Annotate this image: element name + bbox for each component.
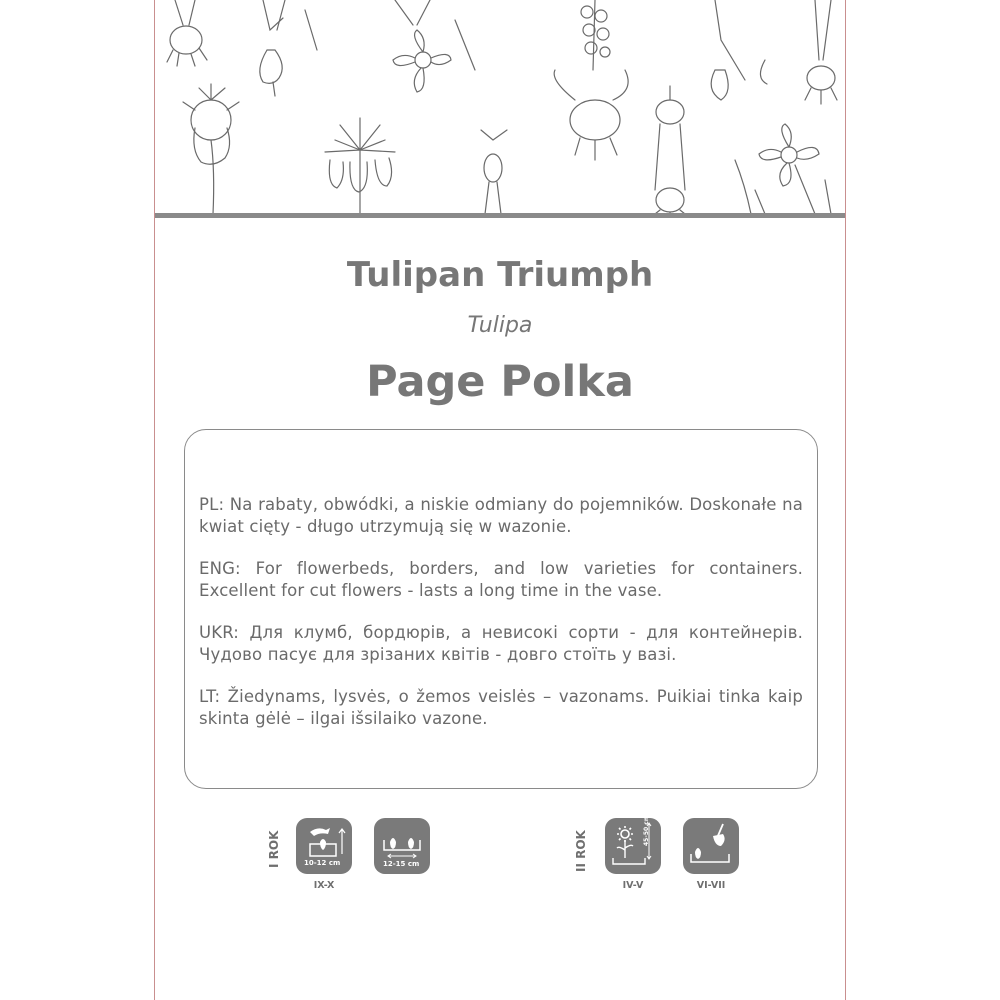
description-eng: ENG: For flowerbeds, borders, and low varieties for containers. Excellent for cut flowers - lasts a long time in the vase. [199, 559, 803, 600]
description-ukr: UKR: Для клумб, бордюрів, а невисокі сорти - для контейнерів. Чудово пасує для зрізаних квітів - довго стоїть у вазі. [199, 623, 803, 664]
variety-name: Page Polka [366, 357, 634, 407]
lifting-months: VI-VII [696, 880, 726, 891]
product-title: Tulipan Triumph [346, 255, 654, 295]
planting-spacing-icon [374, 818, 430, 874]
description-lt: LT: Žiedynams, lysvės, o žemos veislės – vazonams. Puikiai tinka kaip skinta gėlė – ilgai išsilaiko vazone. [199, 687, 803, 728]
planting-spacing-value: 12-15 cm [383, 860, 420, 868]
year1-label: I ROK [267, 830, 281, 868]
planting-depth-value: 10-12 cm [304, 859, 341, 867]
planting-months: IX-X [313, 880, 335, 891]
latin-name: Tulipa [467, 313, 533, 338]
bulb-lifting-icon [683, 818, 739, 874]
botanical-illustration [155, 0, 845, 216]
description-box [184, 429, 818, 789]
year2-label: II ROK [574, 830, 588, 872]
flowering-months: IV-V [622, 880, 644, 891]
flowering-icon [605, 814, 661, 874]
seed-packet-card [154, 0, 846, 1000]
description-pl: PL: Na rabaty, obwódki, a niskie odmiany do pojemników. Doskonałe na kwiat cięty - długo utrzymują się w wazonie. [199, 495, 803, 536]
planting-depth-icon [296, 818, 352, 874]
plant-height-value: 45-50 cm [643, 814, 650, 846]
header-divider [155, 213, 845, 218]
